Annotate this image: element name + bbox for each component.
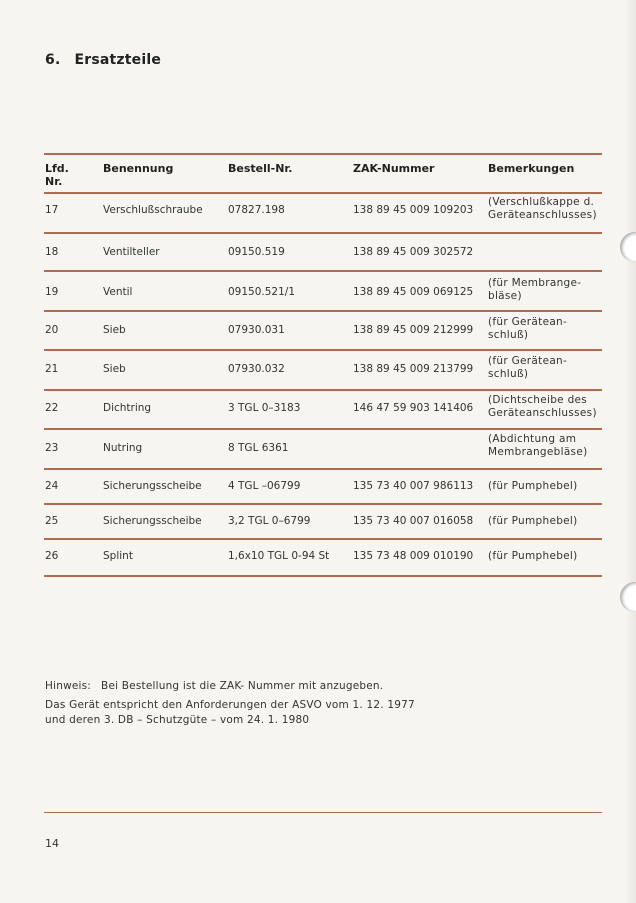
table-bottom-rule xyxy=(44,575,602,577)
row-18-benennung: Ventilteller xyxy=(103,246,160,258)
row-20-bemerkung: (für Gerätean-schluß) xyxy=(488,316,568,341)
header-zak-nummer: ZAK-Nummer xyxy=(353,162,435,175)
row-24-bemerkung: (für Pumphebel) xyxy=(488,480,578,492)
row-20-zak: 138 89 45 009 212999 xyxy=(353,324,474,336)
row-26-bemerkung: (für Pumphebel) xyxy=(488,550,578,562)
row-rule xyxy=(44,232,602,234)
row-26-benennung: Splint xyxy=(103,550,133,562)
row-26-nr: 26 xyxy=(45,550,59,562)
row-24-bestell: 4 TGL –06799 xyxy=(228,480,301,492)
row-19-bemerkung: (für Membrange-bläse) xyxy=(488,277,582,302)
row-22-bemerkung: (Dichtscheibe des Geräteanschlusses) xyxy=(488,394,597,419)
row-17-bemerkung: (Verschlußkappe d. Geräteanschlusses) xyxy=(488,196,597,221)
row-24-nr: 24 xyxy=(45,480,59,492)
page-edge-shadow xyxy=(626,0,636,903)
row-25-nr: 25 xyxy=(45,515,59,527)
table-header-rule xyxy=(44,192,602,194)
header-benennung: Benennung xyxy=(103,162,174,175)
row-19-zak: 138 89 45 009 069125 xyxy=(353,286,474,298)
row-23-bemerkung: (Abdichtung am Membrangebläse) xyxy=(488,433,588,458)
row-25-bestell: 3,2 TGL 0–6799 xyxy=(228,515,311,527)
row-24-zak: 135 73 40 007 986113 xyxy=(353,480,474,492)
punch-hole xyxy=(620,582,636,612)
section-title: Ersatzteile xyxy=(74,52,162,68)
footer-rule xyxy=(44,812,602,813)
page-number: 14 xyxy=(45,837,59,850)
row-rule xyxy=(44,270,602,272)
row-rule xyxy=(44,349,602,351)
header-bemerkungen: Bemerkungen xyxy=(488,162,575,175)
row-21-bemerkung: (für Gerätean-schluß) xyxy=(488,355,568,380)
row-21-benennung: Sieb xyxy=(103,363,126,375)
row-20-nr: 20 xyxy=(45,324,59,336)
row-25-bemerkung: (für Pumphebel) xyxy=(488,515,578,527)
compliance-line-2: und deren 3. DB – Schutzgüte – vom 24. 1. 1980 xyxy=(45,714,310,726)
row-rule xyxy=(44,468,602,470)
row-23-bestell: 8 TGL 6361 xyxy=(228,442,289,454)
row-21-zak: 138 89 45 009 213799 xyxy=(353,363,474,375)
compliance-line-1: Das Gerät entspricht den Anforderungen der ASVO vom 1. 12. 1977 xyxy=(45,699,415,711)
header-lfd-line1: Lfd. xyxy=(45,162,69,175)
row-19-benennung: Ventil xyxy=(103,286,133,298)
row-19-nr: 19 xyxy=(45,286,59,298)
row-rule xyxy=(44,428,602,430)
row-20-benennung: Sieb xyxy=(103,324,126,336)
row-rule xyxy=(44,310,602,312)
hint-line xyxy=(45,680,383,692)
row-rule xyxy=(44,503,602,505)
row-17-bestell: 07827.198 xyxy=(228,204,285,216)
hint-label: Hinweis: xyxy=(45,680,92,692)
row-rule xyxy=(44,538,602,540)
row-22-nr: 22 xyxy=(45,402,59,414)
row-25-benennung: Sicherungsscheibe xyxy=(103,515,202,527)
row-24-benennung: Sicherungsscheibe xyxy=(103,480,202,492)
row-20-bestell: 07930.031 xyxy=(228,324,285,336)
row-22-benennung: Dichtring xyxy=(103,402,152,414)
header-lfd-line2: Nr. xyxy=(45,175,63,188)
header-lfd-nr xyxy=(45,162,69,188)
punch-hole xyxy=(620,232,636,262)
row-23-benennung: Nutring xyxy=(103,442,143,454)
hint-text: Bei Bestellung ist die ZAK- Nummer mit anzugeben. xyxy=(101,680,384,692)
row-26-zak: 135 73 48 009 010190 xyxy=(353,550,474,562)
row-18-nr: 18 xyxy=(45,246,59,258)
row-19-bestell: 09150.521/1 xyxy=(228,286,295,298)
row-18-zak: 138 89 45 009 302572 xyxy=(353,246,474,258)
section-number: 6. xyxy=(45,52,61,68)
row-rule xyxy=(44,389,602,391)
row-17-benennung: Verschlußschraube xyxy=(103,204,203,216)
table-top-rule xyxy=(44,153,602,155)
row-17-zak: 138 89 45 009 109203 xyxy=(353,204,474,216)
row-25-zak: 135 73 40 007 016058 xyxy=(353,515,474,527)
row-21-bestell: 07930.032 xyxy=(228,363,285,375)
row-22-bestell: 3 TGL 0–3183 xyxy=(228,402,301,414)
row-23-nr: 23 xyxy=(45,442,59,454)
section-heading xyxy=(45,52,161,68)
row-21-nr: 21 xyxy=(45,363,59,375)
row-18-bestell: 09150.519 xyxy=(228,246,285,258)
row-26-bestell: 1,6x10 TGL 0-94 St xyxy=(228,550,330,562)
row-17-nr: 17 xyxy=(45,204,59,216)
header-bestell-nr: Bestell-Nr. xyxy=(228,162,293,175)
row-22-zak: 146 47 59 903 141406 xyxy=(353,402,474,414)
